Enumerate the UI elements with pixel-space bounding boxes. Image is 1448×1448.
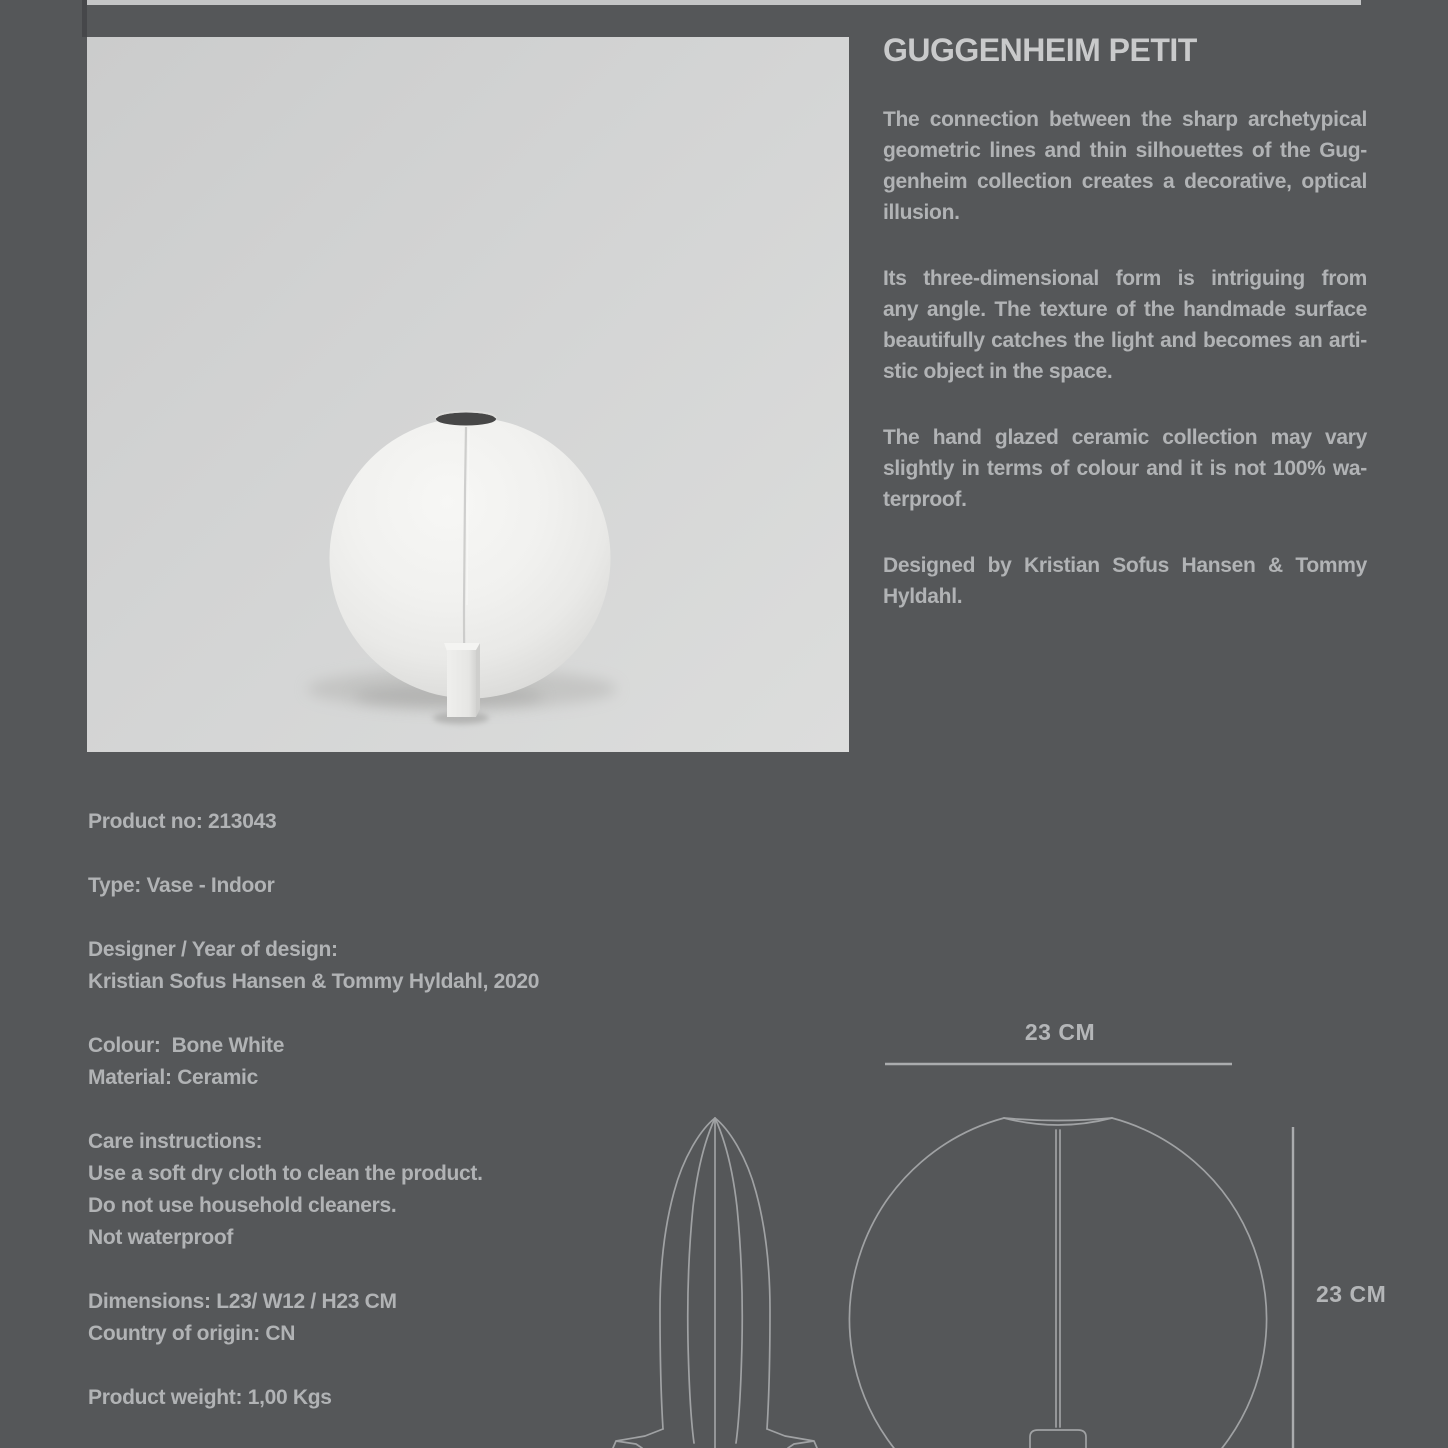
description-paragraph — [883, 550, 1367, 612]
description-line: illusion. — [883, 201, 960, 224]
detail-line: Do not use household cleaners. — [88, 1194, 397, 1217]
detail-line: Designer / Year of design: — [88, 938, 338, 961]
side-view-outer-right — [715, 1118, 770, 1429]
description-column — [883, 30, 1367, 647]
detail-line: Use a soft dry cloth to clean the product. — [88, 1162, 483, 1185]
description-line: stic object in the space. — [883, 360, 1113, 383]
detail-line: Not waterproof — [88, 1226, 234, 1249]
description-line: geometric lines and thin silhouettes of the Gug- — [883, 139, 1367, 162]
detail-group — [88, 934, 708, 998]
description-line: slightly in terms of colour and it is not 100% wa- — [883, 457, 1367, 480]
description-line: genheim collection creates a decorative, optical — [883, 170, 1367, 193]
description-line: any angle. The texture of the handmade surface — [883, 298, 1367, 321]
description-line: beautifully catches the light and becomes an arti- — [883, 329, 1367, 352]
vase-foot-side — [476, 643, 480, 717]
detail-line: Colour: Bone White — [88, 1034, 285, 1057]
front-view-opening-upper — [1004, 1118, 1112, 1121]
detail-line: Type: Vase - Indoor — [88, 874, 275, 897]
detail-group — [88, 1030, 708, 1094]
detail-line: Care instructions: — [88, 1130, 263, 1153]
vase-foot — [447, 650, 476, 717]
front-view-opening-lower — [1004, 1118, 1112, 1125]
detail-group — [88, 806, 708, 838]
detail-line: Product no: 213043 — [88, 810, 277, 833]
detail-group — [88, 870, 708, 902]
height-dimension-label: 23 CM — [1316, 1281, 1387, 1307]
description-line: Hyldahl. — [883, 585, 963, 608]
description-line: terproof. — [883, 488, 967, 511]
description-line: Its three-dimensional form is intriguing from — [883, 267, 1367, 290]
detail-line: Dimensions: L23/ W12 / H23 CM — [88, 1290, 397, 1313]
top-edge-notch — [82, 0, 87, 37]
details-column — [88, 806, 708, 1446]
description-line: The hand glazed ceramic collection may vary — [883, 426, 1367, 449]
description-line: Designed by Kristian Sofus Hansen & Tommy — [883, 554, 1367, 577]
side-view-inner-right — [715, 1118, 742, 1443]
width-dimension-label: 23 CM — [1024, 1019, 1096, 1045]
front-view-seam — [1056, 1130, 1060, 1427]
side-view-base-right — [767, 1429, 817, 1448]
page-title: GUGGENHEIM PETIT — [883, 32, 1197, 68]
vase-opening — [436, 413, 496, 426]
detail-line: Kristian Sofus Hansen & Tommy Hyldahl, 2020 — [88, 970, 540, 993]
detail-group — [88, 1126, 708, 1254]
detail-line: Country of origin: CN — [88, 1322, 296, 1345]
vase-photo-illustration — [87, 37, 849, 752]
description-paragraph — [883, 263, 1367, 387]
description-paragraph — [883, 104, 1367, 228]
vase-foot-top — [444, 643, 480, 651]
front-view-foot — [1030, 1430, 1086, 1448]
description-paragraph — [883, 422, 1367, 515]
description-paragraphs — [883, 104, 1367, 612]
top-edge-strip — [87, 0, 1361, 5]
detail-line: Product weight: 1,00 Kgs — [88, 1386, 332, 1409]
detail-group — [88, 1286, 708, 1350]
product-photo — [87, 37, 849, 752]
detail-group — [88, 1382, 708, 1414]
detail-line: Material: Ceramic — [88, 1066, 258, 1089]
description-line: The connection between the sharp archetypical — [883, 108, 1367, 131]
front-view-circle — [850, 1118, 1267, 1448]
